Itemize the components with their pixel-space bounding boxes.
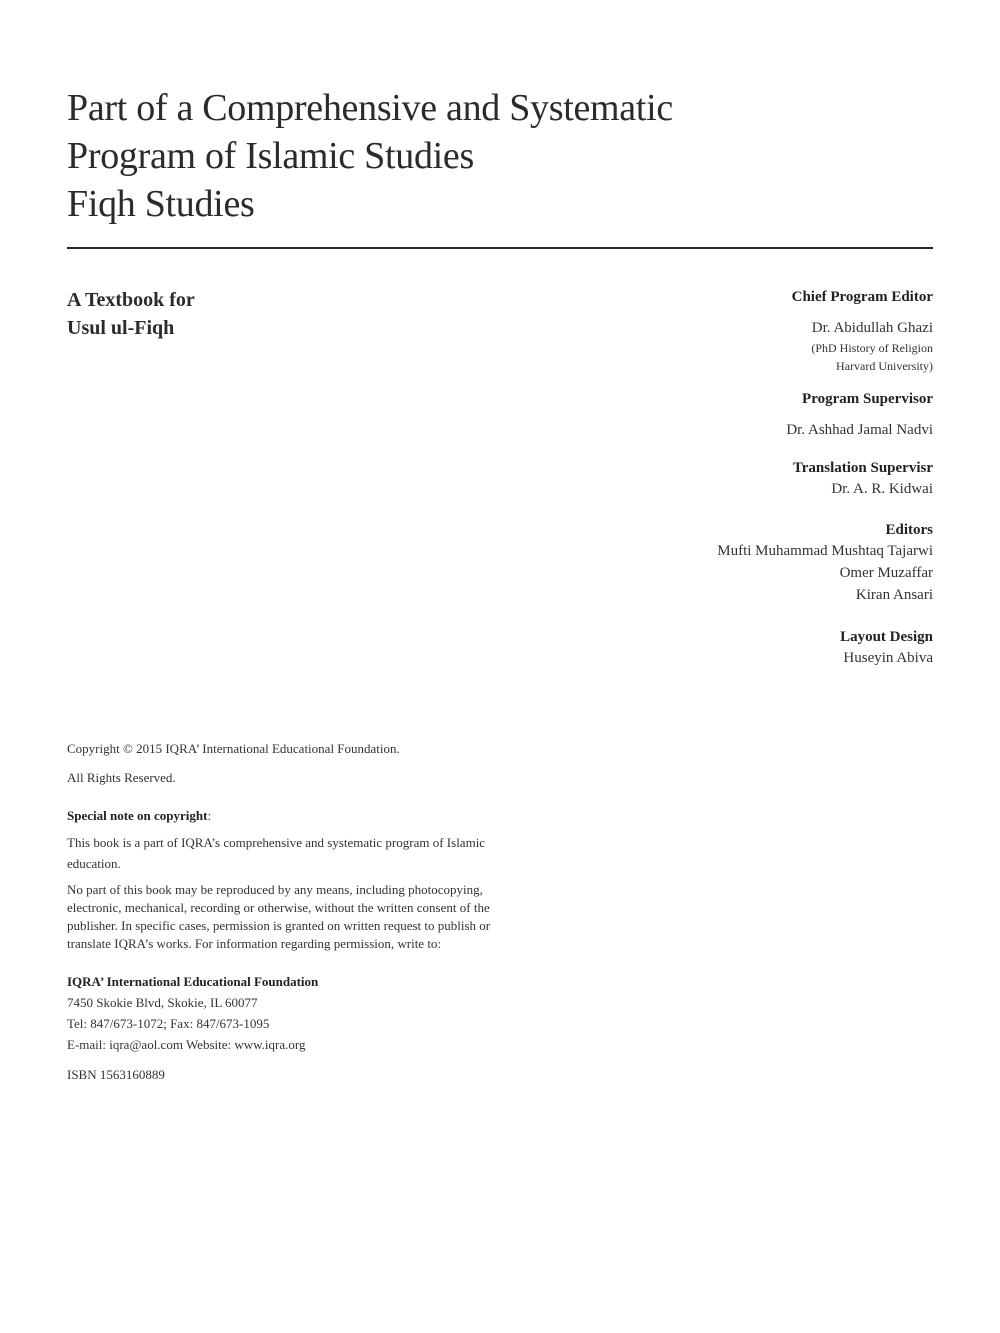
publisher-address: 7450 Skokie Blvd, Skokie, IL 60077 [67,995,258,1010]
program-note-line-1: This book is a part of IQRA’s comprehensive and systematic program of Islamic [67,835,486,850]
translation-supervisor-role: Translation Supervisr [792,460,933,476]
special-note-heading-text: Special note on copyright [67,808,208,823]
publisher-name: IQRA’ International Educational Foundation [67,974,319,989]
layout-design-name: Huseyin Abiva [843,650,933,666]
reproduction-note-line: electronic, mechanical, recording or otherwise, without the written consent of the [67,900,490,915]
rights-reserved: All Rights Reserved. [67,770,176,785]
editor-name: Mufti Muhammad Mushtaq Tajarwi [717,543,933,559]
program-note-line-2: education. [67,856,121,871]
header-divider [67,247,933,249]
reproduction-note-line: No part of this book may be reproduced by any means, including photocopying, [67,882,483,897]
translation-supervisor-name: Dr. A. R. Kidwai [831,481,933,497]
chief-editor-role: Chief Program Editor [791,289,933,305]
supervisor-role: Program Supervisor [802,391,933,407]
isbn: ISBN 1563160889 [67,1067,165,1082]
series-title-line-1: Part of a Comprehensive and Systematic [67,87,673,129]
credits-block [513,287,933,669]
chief-editor-name: Dr. Abidullah Ghazi [811,320,933,336]
editors-role: Editors [885,522,933,538]
series-title [67,84,927,228]
reproduction-note-line: translate IQRA’s works. For information regarding permission, write to: [67,936,442,951]
reproduction-note-line: publisher. In specific cases, permission is granted on written request to publish or [67,918,491,933]
editor-name: Omer Muzaffar [839,565,933,581]
supervisor-name: Dr. Ashhad Jamal Nadvi [786,422,933,438]
copyright-block [67,740,542,1084]
special-note-colon: : [207,808,212,823]
chief-editor-note-2: Harvard University) [836,359,933,373]
book-title-line-2: Usul ul-Fiqh [67,317,175,339]
series-title-line-3: Fiqh Studies [67,183,255,225]
publisher-phone: Tel: 847/673-1072; Fax: 847/673-1095 [67,1016,270,1031]
editor-name: Kiran Ansari [855,587,933,603]
layout-design-role: Layout Design [840,629,933,645]
book-title [67,286,195,342]
special-note-heading [67,807,542,825]
publisher-contact: E-mail: iqra@aol.com Website: www.iqra.org [67,1037,306,1052]
series-title-line-2: Program of Islamic Studies [67,135,474,177]
book-title-line-1: A Textbook for [67,289,195,311]
chief-editor-note-1: (PhD History of Religion [811,341,933,355]
copyright-notice: Copyright © 2015 IQRA’ International Educational Foundation. [67,741,400,756]
